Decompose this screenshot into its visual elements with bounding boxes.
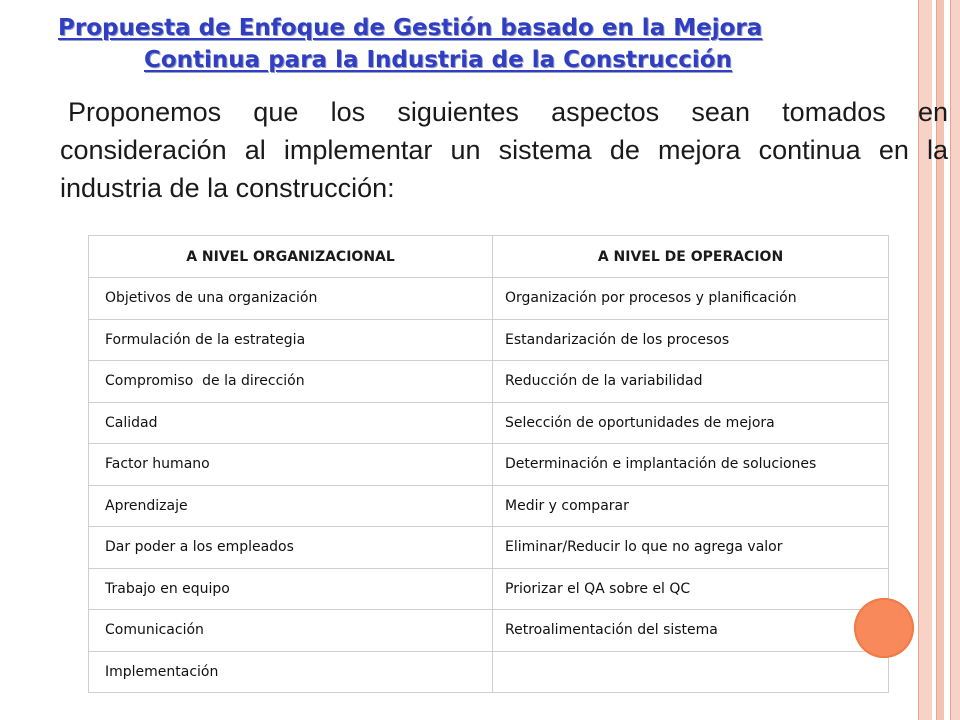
table-row [89, 568, 889, 610]
organizational-aspect: Compromiso de la dirección [89, 361, 493, 403]
header-organizational: A NIVEL ORGANIZACIONAL [89, 236, 493, 278]
slide-title-line-2: Continua para la Industria de la Construcción [144, 47, 732, 73]
operational-aspect: Determinación e implantación de soluciones [493, 444, 889, 486]
decorative-orange-circle [854, 598, 914, 658]
organizational-aspect: Comunicación [89, 610, 493, 652]
slide-title [58, 12, 928, 76]
slide-title-line-1: Propuesta de Enfoque de Gestión basado en la Mejora [58, 15, 763, 41]
organizational-aspect: Factor humano [89, 444, 493, 486]
operational-aspect: Priorizar el QA sobre el QC [493, 568, 889, 610]
table-row [89, 651, 889, 693]
organizational-aspect: Trabajo en equipo [89, 568, 493, 610]
intro-paragraph: Proponemos que los siguientes aspectos sean tomados en consideración al implementar un sistema de mejora continua en la industria de la construcción: [60, 97, 948, 203]
organizational-aspect: Calidad [89, 402, 493, 444]
table-row [89, 361, 889, 403]
operational-aspect: Retroalimentación del sistema [493, 610, 889, 652]
operational-aspect: Selección de oportunidades de mejora [493, 402, 889, 444]
table-row [89, 485, 889, 527]
aspects-table [88, 235, 889, 693]
table-row [89, 527, 889, 569]
decorative-stripe-line [950, 0, 951, 720]
operational-aspect [493, 651, 889, 693]
table-row [89, 278, 889, 320]
organizational-aspect: Aprendizaje [89, 485, 493, 527]
organizational-aspect: Formulación de la estrategia [89, 319, 493, 361]
table-row [89, 319, 889, 361]
table-row [89, 444, 889, 486]
organizational-aspect: Implementación [89, 651, 493, 693]
operational-aspect: Reducción de la variabilidad [493, 361, 889, 403]
table-row [89, 402, 889, 444]
operational-aspect: Medir y comparar [493, 485, 889, 527]
operational-aspect: Estandarización de los procesos [493, 319, 889, 361]
organizational-aspect: Objetivos de una organización [89, 278, 493, 320]
operational-aspect: Eliminar/Reducir lo que no agrega valor [493, 527, 889, 569]
table-header-row [89, 236, 889, 278]
table-row [89, 610, 889, 652]
organizational-aspect: Dar poder a los empleados [89, 527, 493, 569]
decorative-stripe [950, 0, 960, 720]
operational-aspect: Organización por procesos y planificación [493, 278, 889, 320]
header-operational: A NIVEL DE OPERACION [493, 236, 889, 278]
